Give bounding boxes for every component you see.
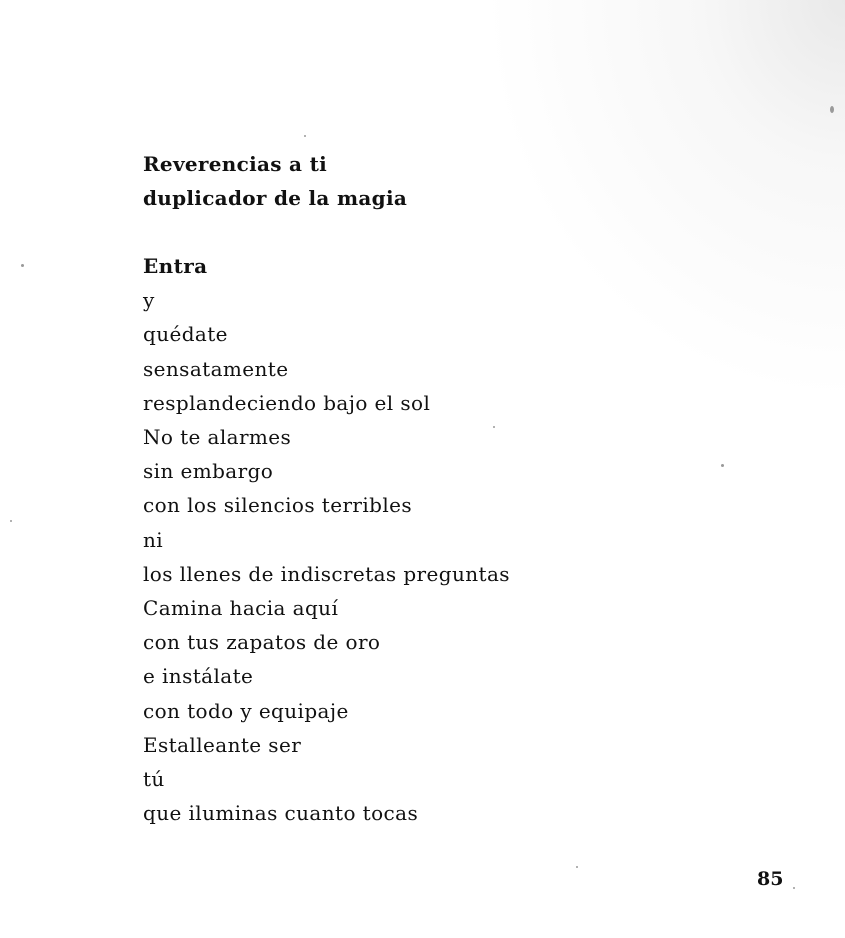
poem-title (143, 147, 407, 215)
paper-speck (493, 426, 495, 428)
poem-line: sensatamente (143, 356, 289, 381)
poem-line: con todo y equipaje (143, 698, 349, 723)
poem-line: quédate (143, 322, 228, 347)
title-line: duplicador de la magia (143, 186, 408, 210)
poem-line: ni (143, 527, 164, 552)
poem-line: e instálate (143, 664, 254, 689)
poem-body (143, 249, 510, 830)
poem-line: y (143, 288, 155, 313)
poem-line: tú (143, 767, 165, 792)
paper-speck (304, 135, 306, 137)
paper-speck (830, 106, 834, 113)
poem-line: sin embargo (143, 459, 274, 484)
paper-speck (721, 464, 724, 467)
poem-line: con los silencios terribles (143, 493, 413, 518)
paper-speck (793, 887, 795, 889)
paper-speck (21, 264, 24, 267)
poem-line: Entra (143, 254, 208, 278)
paper-speck (576, 866, 578, 868)
poem-line: No te alarmes (143, 425, 292, 450)
poem-line: los llenes de indiscretas preguntas (143, 561, 510, 586)
poem-line: Estalleante ser (143, 732, 302, 757)
poem-line: con tus zapatos de oro (143, 630, 381, 655)
poem-line: resplandeciendo bajo el sol (143, 390, 431, 415)
title-line: Reverencias a ti (143, 152, 328, 176)
poem-line: que iluminas cuanto tocas (143, 801, 419, 826)
poem-line: Camina hacia aquí (143, 596, 339, 621)
page-number: 85 (757, 868, 784, 890)
paper-speck (10, 520, 12, 522)
